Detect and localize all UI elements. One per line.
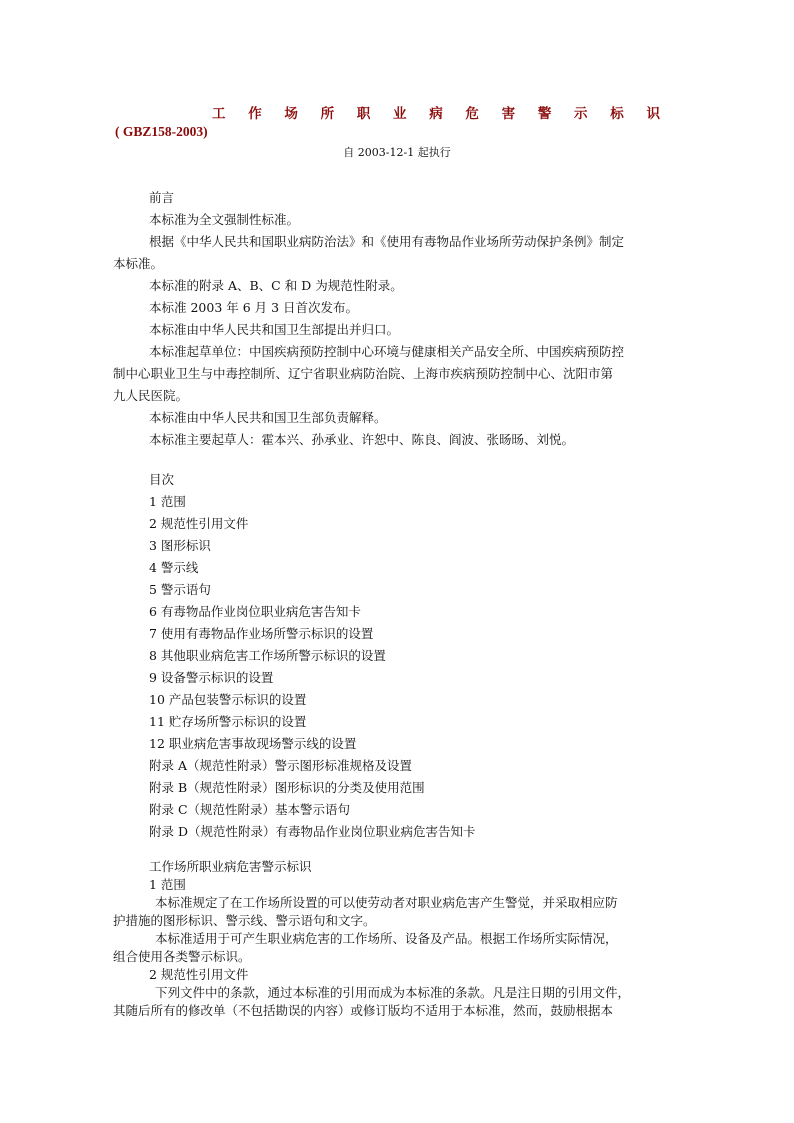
- preface-paragraph-cont: 九人民医院。: [113, 388, 189, 403]
- preface-paragraph: 本标准由中华人民共和国卫生部负责解释。: [149, 410, 387, 425]
- document-title: [212, 102, 660, 122]
- toc-item: 2 规范性引用文件: [149, 516, 249, 531]
- body-paragraph-cont: 其随后所有的修改单（不包括勘误的内容）或修订版均不适用于本标准，然而，鼓励根据本: [113, 1003, 614, 1018]
- title-char: 职: [356, 106, 371, 122]
- body-paragraph: 本标准规定了在工作场所设置的可以使劳动者对职业病危害产生警觉，并采取相应防: [155, 895, 618, 910]
- preface-paragraph: 本标准 2003 年 6 月 3 日首次发布。: [149, 300, 359, 315]
- toc-item: 8 其他职业病危害工作场所警示标识的设置: [149, 648, 386, 663]
- toc-item: 附录 D（规范性附录）有毒物品作业岗位职业病危害告知卡: [149, 824, 476, 839]
- preface-paragraph-cont: 制中心职业卫生与中毒控制所、辽宁省职业病防治院、上海市疾病预防控制中心、沈阳市第: [113, 366, 614, 381]
- toc-item: 附录 B（规范性附录）图形标识的分类及使用范围: [149, 780, 425, 795]
- preface-heading: 前言: [149, 190, 175, 205]
- toc-item: 3 图形标识: [149, 538, 211, 553]
- title-char: 标: [610, 106, 624, 122]
- effective-date: 自 2003-12-1 起执行: [343, 146, 451, 159]
- title-char: 业: [393, 106, 407, 122]
- toc-item: 6 有毒物品作业岗位职业病危害告知卡: [149, 604, 361, 619]
- title-char: 场: [284, 106, 298, 122]
- body-paragraph: 下列文件中的条款，通过本标准的引用而成为本标准的条款。凡是注日期的引用文件，: [155, 985, 631, 1000]
- title-char: 示: [574, 106, 588, 122]
- title-char: 识: [646, 106, 660, 122]
- toc-item: 10 产品包装警示标识的设置: [149, 692, 307, 707]
- title-char: 危: [465, 106, 479, 122]
- title-char: 所: [320, 106, 335, 122]
- toc-heading: 目次: [149, 472, 175, 487]
- title-char: 害: [501, 106, 516, 122]
- toc-item: 9 设备警示标识的设置: [149, 670, 274, 685]
- toc-item: 附录 C（规范性附录）基本警示语句: [149, 802, 351, 817]
- preface-paragraph: 本标准主要起草人：霍本兴、孙承业、许恕中、陈良、阎波、张旸旸、刘悦。: [149, 432, 575, 447]
- preface-paragraph: 本标准起草单位：中国疾病预防控制中心环境与健康相关产品安全所、中国疾病预防控: [149, 344, 625, 359]
- title-char: 工: [212, 106, 226, 122]
- toc-item: 12 职业病危害事故现场警示线的设置: [149, 736, 357, 751]
- toc-item: 5 警示语句: [149, 582, 211, 597]
- title-char: 作: [248, 106, 262, 122]
- toc-item: 附录 A（规范性附录）警示图形标准规格及设置: [149, 758, 413, 773]
- preface-paragraph-cont: 本标准。: [113, 256, 164, 271]
- section-heading: 工作场所职业病危害警示标识: [149, 859, 312, 874]
- preface-paragraph: 根据《中华人民共和国职业病防治法》和《使用有毒物品作业场所劳动保护条例》制定: [149, 234, 625, 249]
- toc-item: 1 范围: [149, 494, 186, 509]
- standard-code: ( GBZ158-2003): [115, 124, 208, 139]
- body-paragraph-cont: 护措施的图形标识、警示线、警示语句和文字。: [113, 913, 376, 928]
- section-1-title: 1 范围: [149, 877, 186, 892]
- preface-paragraph: 本标准为全文强制性标准。: [149, 212, 300, 227]
- toc-item: 4 警示线: [149, 560, 199, 575]
- toc-item: 11 贮存场所警示标识的设置: [149, 714, 307, 729]
- section-2-title: 2 规范性引用文件: [149, 967, 249, 982]
- title-char: 病: [429, 106, 443, 122]
- title-char: 警: [537, 106, 552, 122]
- preface-paragraph: 本标准的附录 A、B、C 和 D 为规范性附录。: [149, 278, 403, 293]
- body-paragraph-cont: 组合使用各类警示标识。: [113, 949, 251, 964]
- body-paragraph: 本标准适用于可产生职业病危害的工作场所、设备及产品。根据工作场所实际情况，: [155, 931, 618, 946]
- preface-paragraph: 本标准由中华人民共和国卫生部提出并归口。: [149, 322, 400, 337]
- toc-item: 7 使用有毒物品作业场所警示标识的设置: [149, 626, 374, 641]
